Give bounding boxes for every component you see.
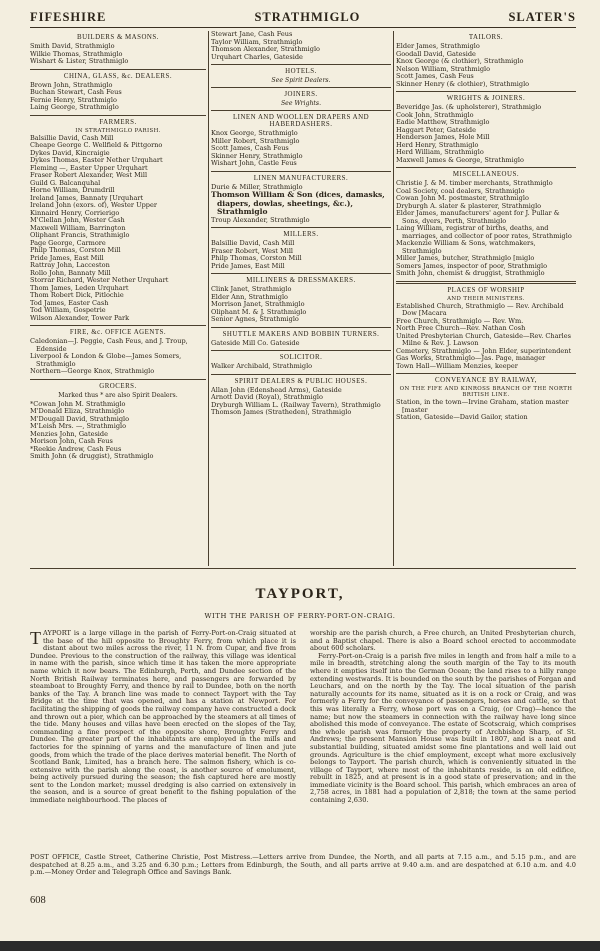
directory-entry: United Presbyterian Church, Gateside—Rev. Charles Milne & Rev. J. Lawson <box>396 331 571 347</box>
section-title: BUILDERS & MASONS. <box>77 34 159 41</box>
directory-entry: Thomson William & Son (dices, damasks, diapers, dowlas, sheetings, &c.), Strathmiglo <box>211 190 385 216</box>
section-title: WRIGHTS & JOINERS. <box>446 95 526 102</box>
header-county: FIFESHIRE <box>30 9 107 24</box>
directory-entry: Knox George (& clothier), Strathmiglo <box>396 57 524 65</box>
directory-entry: Herd William, Strathmiglo <box>396 148 484 156</box>
directory-entry: Buchan Stewart, Cash Feus <box>30 88 122 96</box>
section-rule <box>30 325 206 326</box>
section-rule <box>30 568 576 569</box>
section-rule <box>396 91 576 92</box>
section-title: FARMERS. <box>99 118 137 126</box>
section-rule <box>211 350 391 351</box>
directory-entry: Morrison Janet, Strathmiglo <box>211 300 305 308</box>
directory-entry: Oliphant Francis, Strathmiglo <box>30 231 130 239</box>
section-rule <box>211 227 391 228</box>
section-rule <box>211 110 391 111</box>
directory-entry: Liverpool & London & Globe—James Somers, Strathmiglo <box>30 352 182 368</box>
directory-entry: Elder James, Strathmiglo <box>396 42 480 50</box>
section-tailors <box>396 34 576 88</box>
directory-entry: Christie J. & M. timber merchants, Strathmiglo <box>396 179 553 187</box>
directory-entry: Kinnaird Henry, Corrierigo <box>30 208 120 217</box>
directory-entry: Fleming —, Easter Upper Urquhart <box>30 163 148 172</box>
section-title: TAILORS. <box>468 34 504 41</box>
directory-entry: Wishart John, Castle Feus <box>211 159 297 167</box>
directory-entry: Philp Thomas, Corston Mill <box>211 254 302 262</box>
section-note: See Wrights. <box>280 100 322 107</box>
section-subtitle: ON THE FIFE AND KINROSS BRANCH OF THE NORTH BRITISH LINE. <box>399 386 573 398</box>
directory-entry: Ireland James, Bannaty [Urquhart <box>30 193 144 202</box>
section-title: SOLICITOR. <box>279 354 323 361</box>
section-fire-agents <box>30 329 206 376</box>
section-rule <box>211 87 391 88</box>
column-middle <box>211 31 391 566</box>
directory-entry: Gas Works, Strathmiglo—Jas. Page, manager <box>396 354 546 362</box>
directory-entry: Cook John, Strathmiglo <box>396 110 474 119</box>
directory-entry: Stewart Jane, Cash Feus <box>211 31 293 38</box>
directory-entry: Smith David, Strathmiglo <box>30 42 115 50</box>
directory-entry: Dykes Thomas, Easter Nether Urquhart <box>30 156 163 164</box>
section-title: CONVEYANCE BY RAILWAY, <box>435 377 537 384</box>
directory-entry: Thom Robert Dick, Pitlochie <box>30 291 124 299</box>
section-milliners <box>211 277 391 324</box>
directory-entry: Thomson James (Stratheden), Strathmiglo <box>211 408 352 416</box>
directory-entry: Pride James, East Mill <box>211 261 285 270</box>
description-paragraph: Ferry-Port-on-Craig is a parish five miles in length and from half a mile to a mile in breadth, stretching along the south margin of the Tay to its mouth where it empties itself into the German Ocean; the land rises to a hilly range extending westwards. It is bounded on the south by the parishes of Forgan and Leuchars, and on the north by the Tay. The local situation of the parish naturally accounts for its name, situated as it is on a rock or Craig, and was formerly a Ferry for the conveyance of passengers, horses and cattle, so that this was literally a Ferry, whose port was on a Craig, (or Crag)—hence the name; but now the steamers in connection with the railway have long since abolished this mode of conveyance. The estate of Scotscraig, which comprises the whole parish was formerly the property of Archbishop Sharp, of St. Andrews; the present Mansion House was built in 1807, and is a neat and substantial building, situated amidst some fine plantations and well laid out grounds. Agriculture is the chief employment, except what more exclusively belongs to Tayport. The parish church, which is conveniently situated in the village of Tayport, where most of the inhabitants reside, is an old edifice, rebuilt in 1825, and at present is in a good state of preservation; and in the immediate vicinity is the Board school. This parish, which embraces an area of 2,758 acres, in 1881 had a population of 2,818; the town at the same period containing 2,630. <box>310 651 576 805</box>
section-miscellaneous <box>396 171 576 278</box>
directory-entry: North Free Church—Rev. Nathan Cosh <box>396 324 526 332</box>
town-subtitle: WITH THE PARISH OF FERRY-PORT-ON-CRAIG. <box>204 612 396 620</box>
directory-entry: Clink Janet, Strathmiglo <box>211 285 292 293</box>
header-rule <box>30 27 576 28</box>
directory-entry: Cowan John M. postmaster, Strathmiglo <box>396 194 529 202</box>
directory-entry: M'Dougall David, Strathmiglo <box>30 414 130 423</box>
directory-entry: Skinner Henry (& clothier), Strathmiglo <box>396 79 530 88</box>
directory-entry: Herd Henry, Strathmiglo <box>396 140 479 149</box>
section-worship <box>396 287 576 371</box>
running-head <box>30 8 576 26</box>
directory-entry: Fernie Henry, Strathmiglo <box>30 95 117 104</box>
section-farmers <box>30 119 206 323</box>
directory-entry: Pride James, East Mill <box>30 253 104 262</box>
directory-entry: Urquhart Charles, Gateside <box>211 52 303 61</box>
directory-entry: Thomson Alexander, Strathmiglo <box>211 45 321 53</box>
directory-entry: Maxwell William, Barrington <box>30 223 126 232</box>
directory-entry: Fraser Robert, West Mill <box>211 246 294 255</box>
directory-entry: Menzies John, Gateside <box>30 429 108 438</box>
section-rule <box>396 373 576 374</box>
directory-entry: Smith John (& druggist), Strathmiglo <box>30 452 154 460</box>
directory-entry: Allan John (Edenshead Arms), Gateside <box>211 385 342 394</box>
directory-entry: Nelson William, Strathmiglo <box>396 64 491 73</box>
directory-entry: Page George, Carmore <box>30 238 106 247</box>
directory-entry: Town Hall—William Menzies, keeper <box>396 361 518 370</box>
section-linen-manufacturers <box>211 175 391 225</box>
directory-entry: Cemetery, Strathmiglo — John Elder, superintendent <box>396 346 572 355</box>
directory-entry: Dryburgh William L. (Railway Tavern), Strathmiglo <box>211 400 381 409</box>
directory-entry: Durie & Miller, Strathmiglo <box>211 182 303 191</box>
directory-entry: Scott James, Cash Feus <box>396 72 474 80</box>
section-shuttle-makers <box>211 331 391 348</box>
directory-entry: Wilkie Thomas, Strathmiglo <box>30 49 123 58</box>
section-millers <box>211 231 391 270</box>
directory-entry: Wishart & Lister, Strathmiglo <box>30 57 129 65</box>
section-title: LINEN AND WOOLLEN DRAPERS AND HABERDASHERS. <box>232 114 370 128</box>
directory-entry: Morison John, Cash Feus <box>30 437 113 445</box>
directory-entry: Caledonian—J. Peggie, Cash Feus, and J. Troup, Edenside <box>30 337 188 353</box>
directory-entry: Senior Agnes, Strathmiglo <box>211 315 299 323</box>
directory-entry: Cheape George C. Wellfield & Pittgorno <box>30 141 163 149</box>
section-wrights <box>396 95 576 164</box>
section-title: GROCERS. <box>99 382 137 390</box>
town-description-left <box>30 630 296 846</box>
directory-entry: *Cowan John M. Strathmiglo <box>30 399 126 408</box>
scan-edge <box>0 941 600 951</box>
directory-entry: Laing George, Strathmiglo <box>30 103 119 111</box>
directory-entry: Balsillie David, Cash Mill <box>30 133 114 142</box>
section-title: LINEN MANUFACTURERS. <box>253 174 349 182</box>
directory-entry: Knox George, Strathmiglo <box>211 129 298 137</box>
directory-entry: Miller Robert, Strathmiglo <box>211 136 300 145</box>
town-description-right <box>310 630 576 846</box>
directory-entry: M'Donald Eliza, Strathmiglo <box>30 407 125 415</box>
directory-entry: Somers James, inspector of poor, Strathmiglo <box>396 261 548 270</box>
directory-entry: Brown John, Strathmiglo <box>30 80 113 89</box>
directory-entry: Mackenzie William & Sons, watchmakers, Strathmiglo <box>396 239 536 255</box>
town-title: TAYPORT, <box>255 586 345 602</box>
header-town: STRATHMIGLO <box>254 9 361 24</box>
section-title: MILLERS. <box>283 231 319 238</box>
section-rule <box>211 374 391 375</box>
section-note: Marked thus * are also Spirit Dealers. <box>58 391 178 399</box>
directory-entry: Haggart Peter, Gateside <box>396 125 476 134</box>
section-solicitor <box>211 354 391 371</box>
directory-entry: Coal Society, coal dealers, Strathmiglo <box>396 186 525 195</box>
directory-entry: Station, Gateside—David Gailor, station <box>396 413 528 421</box>
section-rule <box>211 64 391 65</box>
header-publisher: SLATER'S <box>508 9 576 24</box>
directory-entry: Scott James, Cash Feus <box>211 144 289 152</box>
directory-entry: Rollo John, Bannaty Mill <box>30 268 111 277</box>
section-title: FIRE, &c. OFFICE AGENTS. <box>69 329 167 336</box>
directory-entry: Storrar Richard, Wester Nether Urquhart <box>30 276 169 284</box>
directory-entry: Troup Alexander, Strathmiglo <box>211 215 310 224</box>
directory-entry: Henderson James, Hole Mill <box>396 133 490 141</box>
directory-entry: Taylor William, Strathmiglo <box>211 37 303 46</box>
section-title: CHINA, GLASS, &c. DEALERS. <box>63 72 173 80</box>
column-left <box>30 31 206 566</box>
section-title: HOTELS. <box>285 68 317 75</box>
directory-entry: Beveridge Jas. (& upholsterer), Strathmiglo <box>396 103 542 111</box>
section-rule <box>396 167 576 168</box>
directory-entry: Goodall David, Gateside <box>396 49 476 58</box>
trade-columns <box>30 31 576 566</box>
section-title: MISCELLANEOUS. <box>452 171 520 178</box>
directory-entry: Elder Ann, Strathmiglo <box>211 292 288 301</box>
directory-entry: Arnott David (Royal), Strathmiglo <box>211 393 323 401</box>
section-railway <box>396 377 576 422</box>
section-joiners <box>211 91 391 107</box>
directory-entry: Free Church, Strathmiglo — Rev. Wm. <box>396 316 524 325</box>
section-rule <box>211 273 391 274</box>
directory-entry: M'Clellan John, Wester Cash <box>30 216 125 224</box>
section-title: SHUTTLE MAKERS AND BOBBIN TURNERS. <box>222 330 380 338</box>
directory-entry: Ireland John (exors. of), Wester Upper <box>30 201 157 209</box>
drop-cap: T <box>30 630 41 648</box>
directory-entry: Balsillie David, Cash Mill <box>211 239 295 247</box>
section-subtitle: AND THEIR MINISTERS. <box>447 295 525 302</box>
column-right <box>396 31 576 566</box>
directory-entry: Laing William, registrar of births, deaths, and marriages, and collector of poor rates, Strathmiglo <box>396 224 572 240</box>
section-rule <box>30 379 206 380</box>
section-rule <box>30 69 206 70</box>
section-subtitle: IN STRATHMIGLO PARISH. <box>75 127 161 134</box>
section-rule <box>396 281 576 284</box>
column-divider <box>393 31 394 566</box>
directory-entry: Guild G. Balcanquhal <box>30 178 101 187</box>
section-china <box>30 73 206 112</box>
directory-entry: Gateside Mill Co. Gateside <box>211 338 300 347</box>
directory-entry: Rattray John, Lacceston <box>30 261 110 269</box>
section-hotels <box>211 68 391 84</box>
directory-entry: Tod William, Gospetrie <box>30 306 106 314</box>
directory-entry: Skinner Henry, Strathmiglo <box>211 151 303 160</box>
directory-entry: Oliphant M. & J. Strathmiglo <box>211 307 307 316</box>
section-continued <box>211 31 391 61</box>
directory-entry: Station, in the town—Irvine Graham, station master [master <box>396 398 569 414</box>
description-paragraph: worship are the parish church, a Free church, an United Presbyterian church, and a Baptist chapel. There is also a Board school erected to accommodate about 600 scholars. <box>310 630 576 653</box>
column-divider <box>208 31 209 566</box>
directory-entry: Horne William, Drumdrill <box>30 186 115 194</box>
directory-entry: Fraser Robert Alexander, West Mill <box>30 171 148 179</box>
section-builders <box>30 34 206 66</box>
section-rule <box>211 171 391 172</box>
section-rule <box>211 327 391 328</box>
directory-entry: Thom James, Leden Urquhart <box>30 283 129 292</box>
description-paragraph: AYPORT is a large village in the parish of Ferry-Port-on-Craig situated at the base of the hill opposite to Broughty Ferry, from which place it is distant about two miles across the river, 11 N. from Cupar, and five from Dundee. Previous to the construction of the railway, this village was identical in name with the parish, since which time it has taken the more appropriate name which it now bears. The Edinburgh, Perth, and Dundee section of the North British Railway terminates here, and passengers are forwarded by steamboat to Broughty Ferry, and thence by rail to Dundee, both on the north banks of the Tay. A branch line was made to connect Tayport with the Tay Bridge at the time that was opened, and has a station at Newport. For facilitating the shipping of goods the railway company have constructed a dock and thrown out a pier, which can be approached by the steamers at all times of the tide. Many houses and villas have been erected on the slopes of the Tay, commanding a fine prospect of the opposite shore, Broughty Ferry and Dundee. The greater part of the inhabitants are employed in the mills and factories for the spinning of yarns and the manufacture of linen and jute goods, from which the trade of the place derives material benefit. The North of Scotland Bank, Limited, has a branch here. The salmon fishery, which is co-extensive with the parish along the coast, is another source of emolument, being actively pursued during the season; the fish captured here are mostly sent to the London market; mussel dredging is also carried on extensively in the season, and is a source of great benefit to the fishing population of the immediate neighbourhood. The places of <box>30 630 296 805</box>
section-note: See Spirit Dealers. <box>271 77 331 84</box>
directory-entry: *Reekie Andrew, Cash Feus <box>30 444 122 453</box>
section-title: PLACES OF WORSHIP <box>447 286 525 294</box>
directory-entry: Elder James, manufacturers' agent for J. Pullar & Sons, dyers, Perth, Strathmiglo <box>396 209 560 225</box>
section-title: JOINERS. <box>284 91 318 98</box>
directory-entry: Miller James, butcher, Strathmiglo [miglo <box>396 254 535 262</box>
directory-entry: Northern—George Knox, Strathmiglo <box>30 367 155 375</box>
section-title: MILLINERS & DRESSMAKERS. <box>246 277 356 284</box>
directory-entry: Walker Archibald, Strathmiglo <box>211 362 313 370</box>
section-title: SPIRIT DEALERS & PUBLIC HOUSES. <box>234 377 368 385</box>
directory-entry: Wilson Alexander, Tower Park <box>30 313 130 322</box>
directory-entry: M'Leish Mrs. —, Strathmiglo <box>30 422 127 430</box>
section-grocers <box>30 383 206 461</box>
directory-entry: Maxwell James & George, Strathmiglo <box>396 155 524 164</box>
directory-entry: Smith John, chemist & druggist, Strathmiglo <box>396 269 545 277</box>
section-rule <box>30 115 206 116</box>
directory-entry: Philp Thomas, Corston Mill <box>30 246 121 254</box>
directory-entry: Tod James, Easter Cash <box>30 298 109 307</box>
directory-entry: Eadie Matthew, Strathmiglo <box>396 118 490 126</box>
page-number: 608 <box>30 895 46 906</box>
directory-entry: Established Church, Strathmiglo — Rev. Archibald Dow [Macara <box>396 301 564 317</box>
directory-entry: Dryburgh A. slater & plasterer, Strathmiglo <box>396 201 542 210</box>
section-spirit-dealers <box>211 378 391 417</box>
directory-entry: Dykes David, Kincraigie <box>30 148 110 157</box>
section-linen-drapers <box>211 114 391 168</box>
post-office-notice: POST OFFICE, Castle Street, Catherine Christie, Post Mistress.—Letters arrive from Dundee, the North, and all parts at 7.15 a.m., and 5.15 p.m., and are despatched at 8.25 a.m., and 3.25 and 6.30 p.m.; Letters from Edinburgh, the South, and all parts arrive at 9.40 a.m. and are despatched at 6.10 a.m. and 4.0 p.m.—Money Order and Telegraph Office and Savings Bank. <box>30 853 576 877</box>
